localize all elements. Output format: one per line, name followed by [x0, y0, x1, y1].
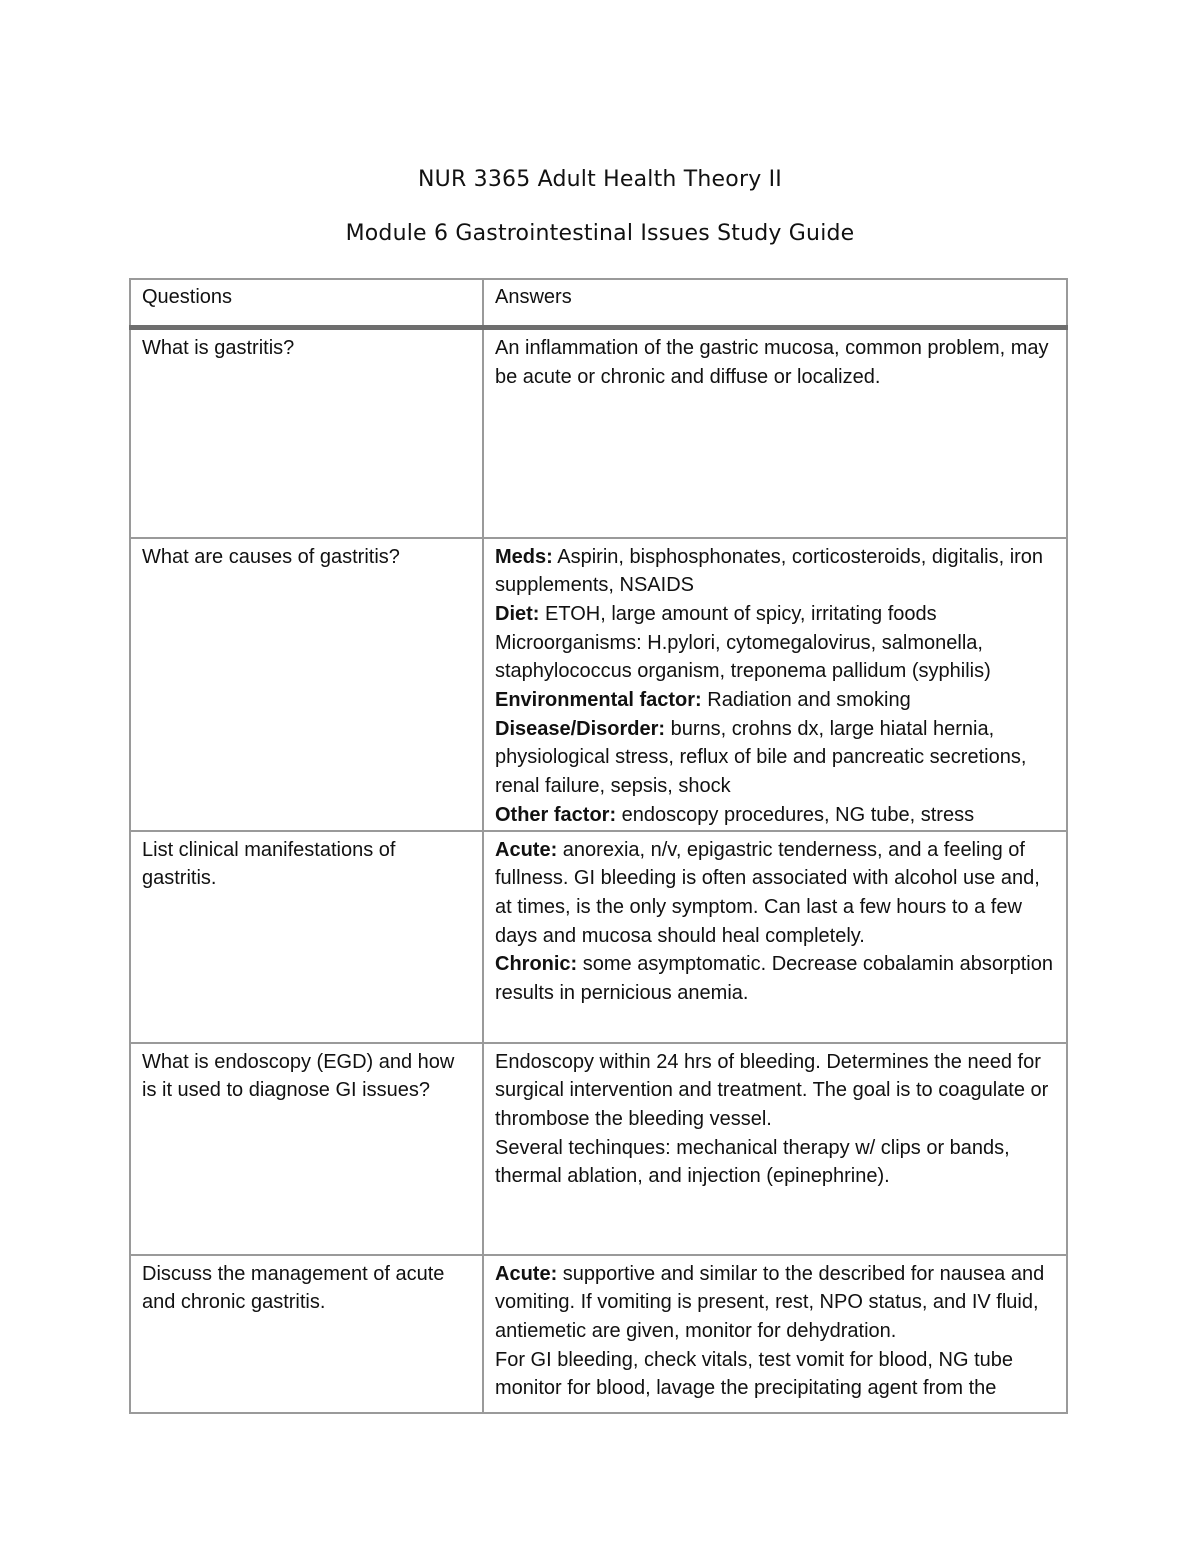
question-cell: What is endoscopy (EGD) and how is it used to diagnose GI issues?: [130, 1043, 483, 1255]
answer-text: An inflammation of the gastric mucosa, common problem, may be acute or chronic and diffuse or localized.: [495, 337, 1049, 388]
questions-header: Questions: [130, 279, 483, 328]
answer-text: some asymptomatic. Decrease cobalamin absorption results in pernicious anemia.: [495, 953, 1053, 1005]
answer-line: [495, 715, 1056, 801]
answer-line: [495, 600, 1056, 629]
answer-label: Acute:: [495, 838, 558, 861]
answer-line: [495, 950, 1056, 1007]
answer-text: Microorganisms: H.pylori, cytomegalovirus, salmonella, staphylococcus organism, treponema pallidum (syphilis): [495, 631, 991, 683]
table-row: [130, 1255, 1067, 1413]
answer-label: Chronic:: [495, 953, 578, 976]
answer-text: Radiation and smoking: [701, 689, 911, 712]
answer-text: anorexia, n/v, epigastric tenderness, and a feeling of fullness. GI bleeding is often associated with alcohol use and, at times, is the only symptom. Can last a few hours to a few days and mucosa should heal completely.: [495, 838, 1040, 947]
table-row: [130, 328, 1067, 538]
answer-line: [495, 1134, 1056, 1191]
answers-header: Answers: [483, 279, 1067, 328]
answer-cell: [483, 538, 1067, 831]
answer-text: endoscopy procedures, NG tube, stress: [616, 803, 975, 826]
answer-cell: [483, 328, 1067, 538]
table-row: [130, 538, 1067, 831]
document-title: NUR 3365 Adult Health Theory II: [418, 167, 782, 192]
answer-line: [495, 334, 1056, 391]
answer-line: [495, 801, 1056, 830]
answer-label: Disease/Disorder:: [495, 717, 666, 740]
answer-label: Environmental factor:: [495, 689, 702, 712]
answer-label: Meds:: [495, 545, 553, 568]
answer-cell: [483, 1043, 1067, 1255]
table-row: [130, 831, 1067, 1043]
answer-line: [495, 1346, 1056, 1403]
table-row: [130, 1043, 1067, 1255]
answer-line: [495, 836, 1056, 951]
answer-line: [495, 1048, 1056, 1134]
answer-line: [495, 629, 1056, 686]
question-cell: Discuss the management of acute and chronic gastritis.: [130, 1255, 483, 1413]
question-cell: What is gastritis?: [130, 328, 483, 538]
answer-text: Several techinques: mechanical therapy w/ clips or bands, thermal ablation, and injection (epinephrine).: [495, 1136, 1010, 1188]
answer-label: Diet:: [495, 602, 540, 625]
answer-cell: [483, 831, 1067, 1043]
study-guide-table: [129, 278, 1068, 1414]
answer-line: [495, 686, 1056, 715]
answer-text: supportive and similar to the described for nausea and vomiting. If vomiting is present, rest, NPO status, and IV fluid, antiemetic are given, monitor for dehydration.: [495, 1262, 1045, 1342]
answer-label: Acute:: [495, 1262, 558, 1285]
answer-text: ETOH, large amount of spicy, irritating foods: [539, 602, 937, 625]
answer-label: Other factor:: [495, 803, 617, 826]
document-subtitle: Module 6 Gastrointestinal Issues Study Guide: [345, 221, 855, 246]
answer-line: [495, 1260, 1056, 1346]
answer-line: [495, 543, 1056, 600]
answer-text: Aspirin, bisphosphonates, corticosteroids, digitalis, iron supplements, NSAIDS: [495, 545, 1044, 597]
question-cell: List clinical manifestations of gastritis.: [130, 831, 483, 1043]
table-header-row: [130, 279, 1067, 328]
answer-text: For GI bleeding, check vitals, test vomit for blood, NG tube monitor for blood, lavage the precipitating agent from the: [495, 1348, 1014, 1400]
answer-text: burns, crohns dx, large hiatal hernia, physiological stress, reflux of bile and pancreatic secretions, renal failure, sepsis, shock: [495, 717, 1027, 798]
question-cell: What are causes of gastritis?: [130, 538, 483, 831]
answer-cell: [483, 1255, 1067, 1413]
answer-text: Endoscopy within 24 hrs of bleeding. Determines the need for surgical intervention and treatment. The goal is to coagulate or thrombose the bleeding vessel.: [495, 1050, 1049, 1130]
